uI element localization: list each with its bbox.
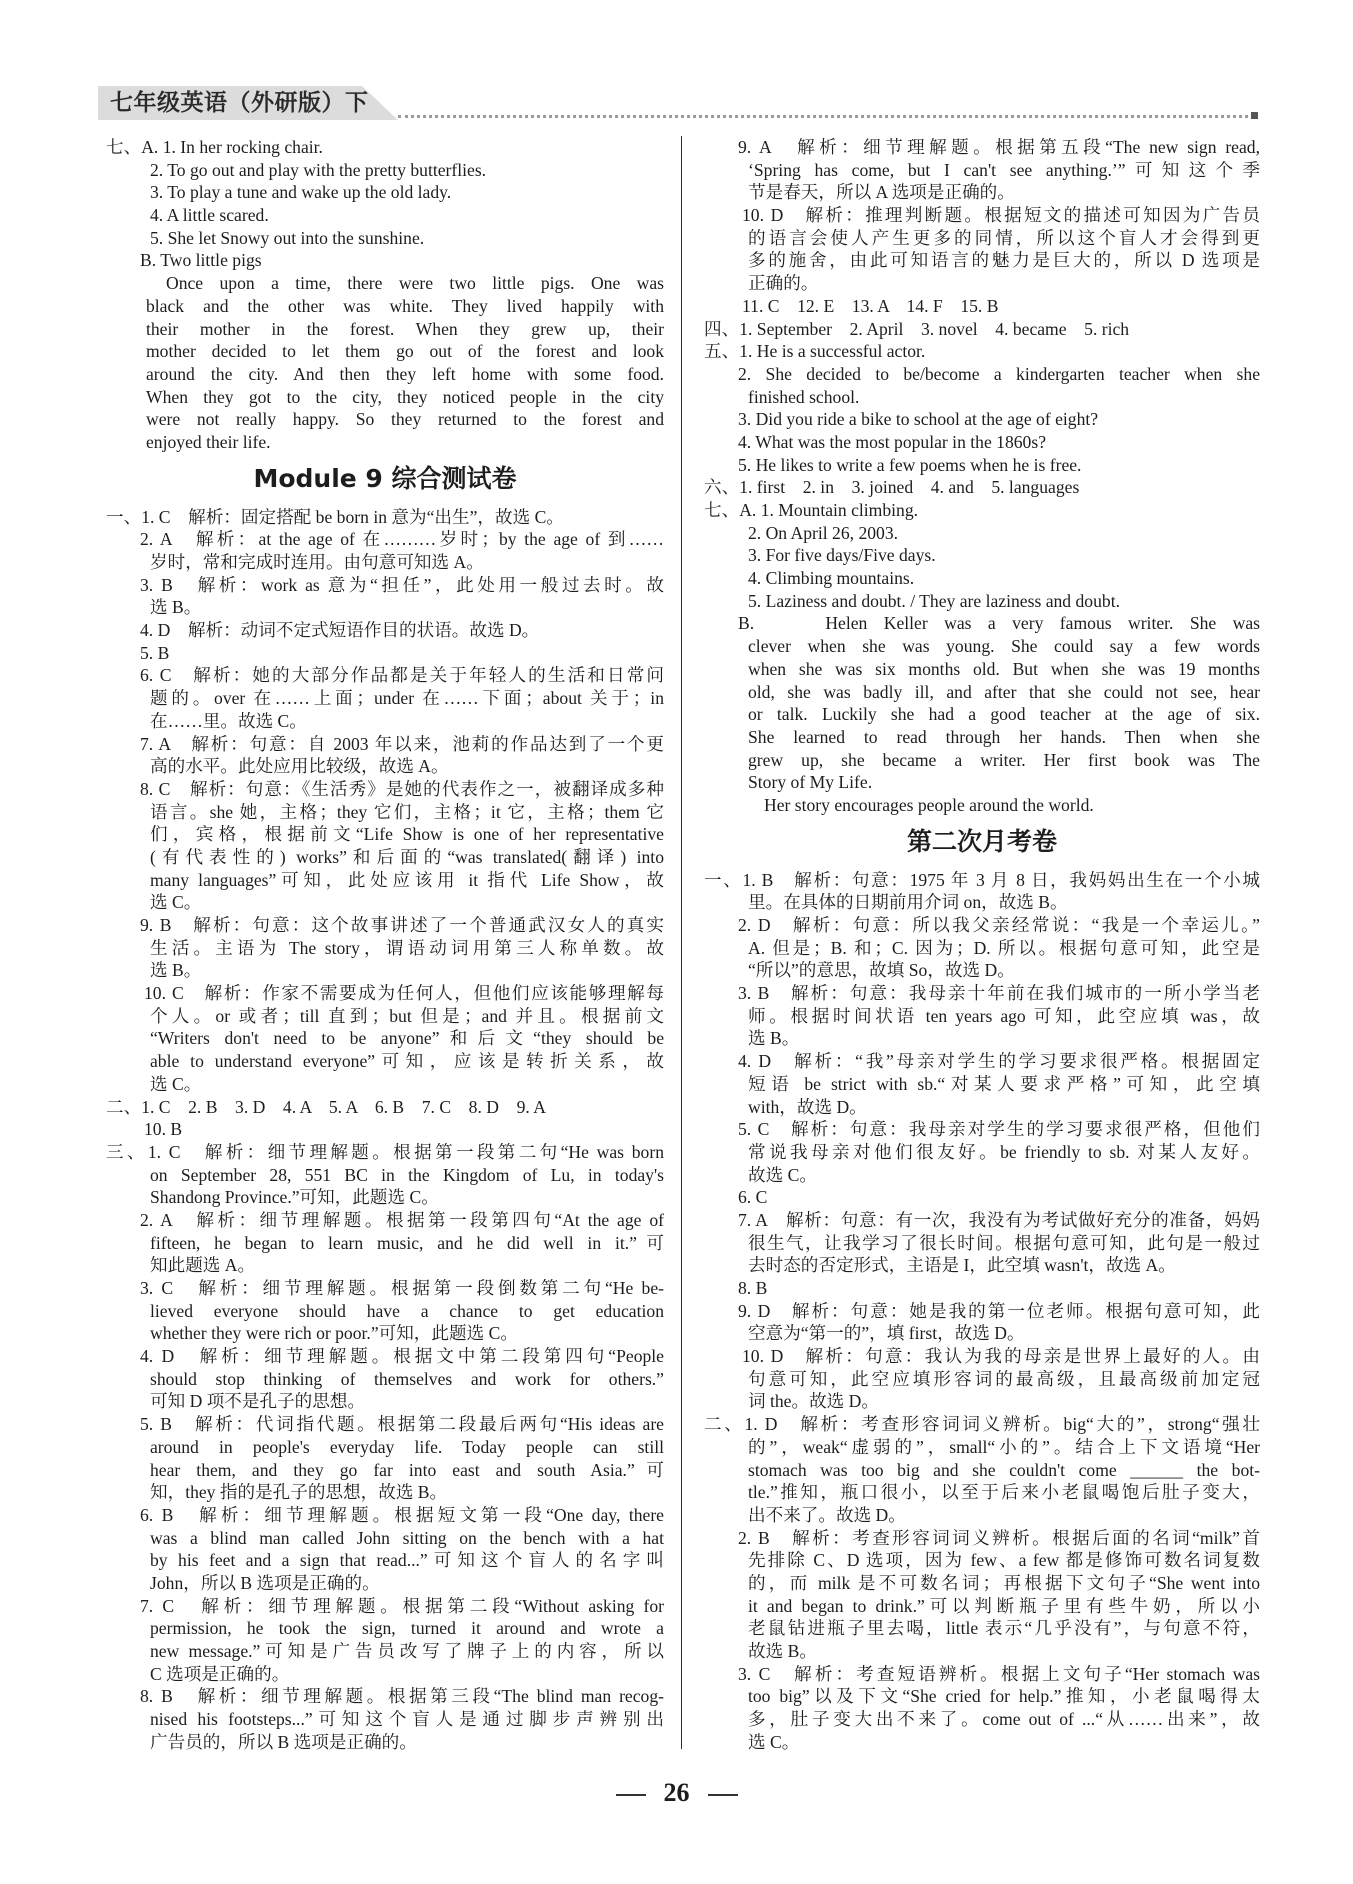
answer-line: hear them, and they go far into east and south Asia.”可 [150,1459,664,1480]
answer-line: 四、1. September 2. April 3. novel 4. became 5. rich [704,318,1130,339]
answer-line: 选 B。 [150,960,202,981]
answer-line: 8. B 解析：细节理解题。根据第三段“The blind man recog- [140,1686,664,1707]
answer-line: nised his footsteps...”可知这个盲人是通过脚步声辨别出 [150,1709,664,1730]
answer-line: 很生气，让我学习了很长时间。根据句意可知，此句是一般过 [748,1232,1260,1253]
answer-line: 的”，weak“虚弱的”，small“小的”。结合上下文语境“Her [748,1436,1260,1457]
answer-line: 多，肚子变大出不来了。come out of ...“从……出来”，故 [748,1709,1260,1730]
answer-line: 2. To go out and play with the pretty butterflies. [150,159,487,180]
answer-line: 个人。or 或者；till 直到；but 但是；and 并且。根据前文 [150,1005,664,1026]
answer-line: 去时态的否定形式，主语是 I，此空填 wasn't，故选 A。 [748,1255,1176,1276]
answer-line: black and the other was white. They lived happily with [146,295,664,316]
answer-line: or talk. Luckily she had a good teacher at the age of six. [748,704,1260,725]
answer-line: 师。根据时间状语 ten years ago 可知，此空应填 was，故 [748,1005,1260,1026]
answer-line: 的语言会使人产生更多的同情，所以这个盲人才会得到更 [748,227,1260,248]
answer-line: 二、1. D 解析：考查形容词词义辨析。big“大的”，strong“强壮 [704,1414,1260,1435]
answer-line: 高的水平。此处应用比较级，故选 A。 [150,756,449,777]
answer-line: 岁时，常和完成时连用。由句意可知选 A。 [150,552,484,572]
right-column [704,136,1260,1753]
answer-line: 五、1. He is a successful actor. [704,341,926,362]
answer-line: 的，而 milk 是不可数名词；再根据下文句子“She went into [748,1572,1260,1593]
answer-line: 题的。over 在……上面；under 在……下面；about 关于；in [150,688,664,709]
answer-line: 故选 B。 [748,1641,817,1661]
answer-line: A. 但是；B. 和；C. 因为；D. 所以。根据句意可知，此空是 [748,937,1260,958]
answer-line: 3. B 解析：work as 意为“担任”，此处用一般过去时。故 [140,574,664,595]
answer-line: 8. C 解析：句意：《生活秀》是她的代表作之一，被翻译成多种 [140,778,664,799]
answer-line: 知，they 指的是孔子的思想，故选 B。 [150,1482,448,1503]
answer-line: 4. A little scared. [150,205,269,226]
answer-line: 选 C。 [150,892,202,913]
page-footer [0,1778,1353,1808]
answer-line: 4. D 解析：细节理解题。根据文中第二段第四句“People [140,1346,664,1367]
answer-line: 4. D 解析：动词不定式短语作目的状语。故选 D。 [140,620,540,641]
footer-dash-left [616,1794,646,1796]
answer-line: when she was six months old. But when she was 19 months [748,658,1260,679]
answer-line: 们，宾格，根据前文“Life Show is one of her representative [150,824,664,845]
answer-line: 11. C 12. E 13. A 14. F 15. B [742,295,999,316]
answer-line: 4. What was the most popular in the 1860s? [738,431,1047,452]
answer-line: 六、1. first 2. in 3. joined 4. and 5. languages [704,477,1080,498]
answer-line: grew up, she became a writer. Her first book was The [748,749,1260,770]
answer-line: was a blind man called John sitting on the bench with a hat [150,1527,664,1548]
answer-line: 7. A 解析：句意：有一次，我没有为考试做好充分的准备，妈妈 [738,1209,1260,1230]
answer-line: fifteen, he began to learn music, and he did well in it.”可 [150,1232,664,1253]
answer-line: 3. To play a tune and wake up the old lady. [150,182,452,203]
column-divider [681,136,682,1749]
answer-line: Shandong Province.”可知，此题选 C。 [150,1187,439,1208]
answer-line: around in people's everyday life. Today people can still [150,1436,664,1457]
answer-line: 七、A. 1. In her rocking chair. [106,137,323,157]
answer-line: lieved everyone should have a chance to get education [150,1300,664,1321]
answer-line: their mother in the forest. When they grew up, their [146,318,664,339]
header-dotted-rule [398,115,1248,118]
answer-line: 词 the。故选 D。 [748,1391,879,1412]
answer-line: 9. B 解析：句意：这个故事讲述了一个普通武汉女人的真实 [140,915,664,935]
answer-line: it and began to drink.”可以判断瓶子里有些牛奶，所以小 [748,1595,1260,1616]
answer-line: 出不来了。故选 D。 [748,1504,906,1525]
answer-line: 4. D 解析：“我”母亲对学生的学习要求很严格。根据固定 [738,1051,1260,1072]
answer-line: Once upon a time, there were two little pigs. One was [166,273,664,294]
answer-line: 6. C 解析：她的大部分作品都是关于年轻人的生活和日常问 [140,665,664,686]
header-title: 七年级英语（外研版）下 [110,90,369,116]
page-number: 26 [663,1778,690,1807]
answer-line: stomach was too big and she couldn't come ______ the bot- [748,1459,1260,1480]
answer-line: able to understand everyone”可知，应该是转折关系，故 [150,1051,664,1072]
answer-line: clever when she was young. She could say a few words [748,636,1260,657]
answer-line: 知此题选 A。 [150,1255,256,1276]
answer-line: finished school. [748,386,860,407]
answer-line: Story of My Life. [748,772,873,793]
answer-line: B. Two little pigs [140,250,262,271]
answer-line: 里。在具体的日期前用介词 on，故选 B。 [748,892,1068,913]
answer-line: 2. On April 26, 2003. [748,522,899,543]
answer-line: 七、A. 1. Mountain climbing. [704,500,919,520]
answer-line: 2. B 解析：考查形容词词义辨析。根据后面的名词“milk”首 [738,1527,1260,1548]
section-title: Module 9 综合测试卷 [253,463,517,493]
answer-line: old, she was badly ill, and after that she could not see, hear [748,681,1260,702]
answer-line: B. Helen Keller was a very famous writer. She was [738,613,1260,634]
answer-line: 语言。she 她，主格；they 它们，主格；it 它，主格；them 它 [150,801,664,822]
answer-line: 9. D 解析：句意：她是我的第一位老师。根据句意可知，此 [738,1300,1260,1321]
answer-line: 节是春天，所以 A 选项是正确的。 [748,182,1015,203]
answer-line: 短语 be strict with sb.“对某人要求严格”可知，此空填 [748,1073,1260,1094]
answer-line: Her story encourages people around the world. [764,794,1094,815]
answer-line: 二、1. C 2. B 3. D 4. A 5. A 6. B 7. C 8. D 9. A [106,1096,546,1117]
section-title: 第二次月考卷 [906,826,1057,856]
answer-line: 5. He likes to write a few poems when he is free. [738,454,1082,475]
answer-line: permission, he took the sign, turned it around and wrote a [150,1618,664,1639]
answer-line: 2. A 解析：at the age of 在………岁时；by the age of 到…… [140,529,664,550]
answer-line: 5. She let Snowy out into the sunshine. [150,227,425,248]
answer-line: 可知 D 项不是孔子的思想。 [150,1391,366,1412]
answer-line: 5. Laziness and doubt. / They are laziness and doubt. [748,590,1120,611]
answer-line: 广告员的，所以 B 选项是正确的。 [150,1731,417,1752]
answer-line: with，故选 D。 [748,1096,867,1117]
answer-line: tle.”推知，瓶口很小，以至于后来小老鼠喝饱后肚子变大， [748,1482,1260,1503]
answer-line: 2. A 解析：细节理解题。根据第一段第四句“At the age of [140,1209,664,1230]
header-end-square [1251,112,1258,119]
answer-line: 选 B。 [150,597,202,618]
answer-line: 2. D 解析：句意：所以我父亲经常说：“我是一个幸运儿。” [738,915,1260,935]
answer-line: 10. D 解析：句意：我认为我的母亲是世界上最好的人。由 [742,1346,1260,1367]
answer-line: When they got to the city, they noticed people in the city [146,386,664,407]
answer-line: 在……里。故选 C。 [150,710,307,731]
answer-line: 5. B 解析：代词指代题。根据第二段最后两句“His ideas are [140,1414,664,1435]
footer-dash-right [708,1794,738,1796]
answer-line: 10. B [144,1119,183,1140]
answer-line: were not really happy. So they returned to the forest and [146,409,664,430]
answer-line: C 选项是正确的。 [150,1663,290,1684]
answer-line: 老鼠钻进瓶子里去喝，little 表示“几乎没有”，与句意不符， [748,1618,1260,1639]
answer-line: 选 C。 [748,1731,800,1752]
answer-line: 先排除 C、D 选项，因为 few、a few 都是修饰可数名词复数 [748,1550,1260,1571]
answer-line: ‘Spring has come, but I can't see anything.’”可知这个季 [748,159,1260,180]
answer-line: 10. D 解析：推理判断题。根据短文的描述可知因为广告员 [742,205,1260,226]
answer-line: 6. B 解析：细节理解题。根据短文第一段“One day, there [140,1504,664,1525]
answer-line: 三、1. C 解析：细节理解题。根据第一段第二句“He was born [106,1141,664,1162]
answer-line: 3. C 解析：考查短语辨析。根据上文句子“Her stomach was [738,1663,1260,1684]
answer-line: 选 B。 [748,1028,800,1049]
answer-line: on September 28, 551 BC in the Kingdom of Lu, in today's [150,1164,664,1185]
answer-line: should stop thinking of themselves and work for others.” [150,1368,664,1389]
answer-line: 3. B 解析：句意：我母亲十年前在我们城市的一所小学当老 [738,983,1260,1004]
answer-line: enjoyed their life. [146,431,271,452]
answer-line: 2. She decided to be/become a kindergarten teacher when she [738,363,1260,384]
answer-line: mother decided to let them go out of the forest and look [146,341,664,362]
answer-line: 一、1. B 解析：句意：1975 年 3 月 8 日，我妈妈出生在一个小城 [704,869,1260,890]
answer-line: 7. C 解析：细节理解题。根据第二段“Without asking for [140,1595,664,1616]
answer-line: 正确的。 [748,273,819,294]
answer-line: 7. A 解析：句意：自 2003 年以来，池莉的作品达到了一个更 [140,733,664,754]
answer-line: (有代表性的) works”和后面的“was translated(翻译) into [150,846,664,867]
answer-line: 3. For five days/Five days. [748,545,936,566]
answer-line: 常说我母亲对他们很友好。be friendly to sb. 对某人友好。 [748,1141,1260,1162]
answer-line: new message.”可知是广告员改写了牌子上的内容，所以 [150,1641,664,1661]
answer-line: John，所以 B 选项是正确的。 [150,1572,380,1593]
answer-line: 空意为“第一的”，填 first，故选 D。 [748,1323,1025,1344]
answer-line: 生活。主语为 The story，谓语动词用第三人称单数。故 [150,937,664,958]
answer-line: around the city. And then they left home with some food. [146,363,664,384]
answer-line: 5. C 解析：句意：我母亲对学生的学习要求很严格，但他们 [738,1119,1260,1140]
answer-line: 句意可知，此空应填形容词的最高级，且最高级前加定冠 [748,1368,1260,1389]
answer-line: She learned to read through her hands. Then when she [748,726,1260,747]
answer-line: 8. B [738,1278,768,1298]
left-column [106,136,664,1753]
answer-line: 4. Climbing mountains. [748,568,915,589]
answer-line: 10. C 解析：作家不需要成为任何人，但他们应该能够理解每 [144,983,664,1004]
answer-line: by his feet and a sign that read...”可知这个盲人的名字叫 [150,1550,664,1571]
answer-line: “所以”的意思，故填 So，故选 D。 [748,960,1015,981]
answer-line: 选 C。 [150,1073,202,1094]
answer-line: too big”以及下文“She cried for help.”推知，小老鼠喝得太 [748,1686,1260,1707]
answer-line: 一、1. C 解析：固定搭配 be born in 意为“出生”，故选 C。 [106,506,564,527]
answer-line: 5. B [140,642,170,663]
answer-line: 6. C [738,1187,768,1208]
answer-line: 故选 C。 [748,1164,817,1185]
answer-line: whether they were rich or poor.”可知，此题选 C。 [150,1323,518,1344]
answer-line: 3. C 解析：细节理解题。根据第一段倒数第二句“He be- [140,1278,664,1298]
answer-line: “Writers don't need to be anyone”和后文“they should be [150,1028,664,1049]
answer-line: 9. A 解析：细节理解题。根据第五段“The new sign read, [738,137,1260,157]
answer-line: 多的施舍，由此可知语言的魅力是巨大的，所以 D 选项是 [748,250,1260,271]
answer-line: 3. Did you ride a bike to school at the age of eight? [738,409,1099,430]
running-header [98,86,1258,122]
answer-line: many languages”可知，此处应该用 it 指代 Life Show，故 [150,869,664,890]
